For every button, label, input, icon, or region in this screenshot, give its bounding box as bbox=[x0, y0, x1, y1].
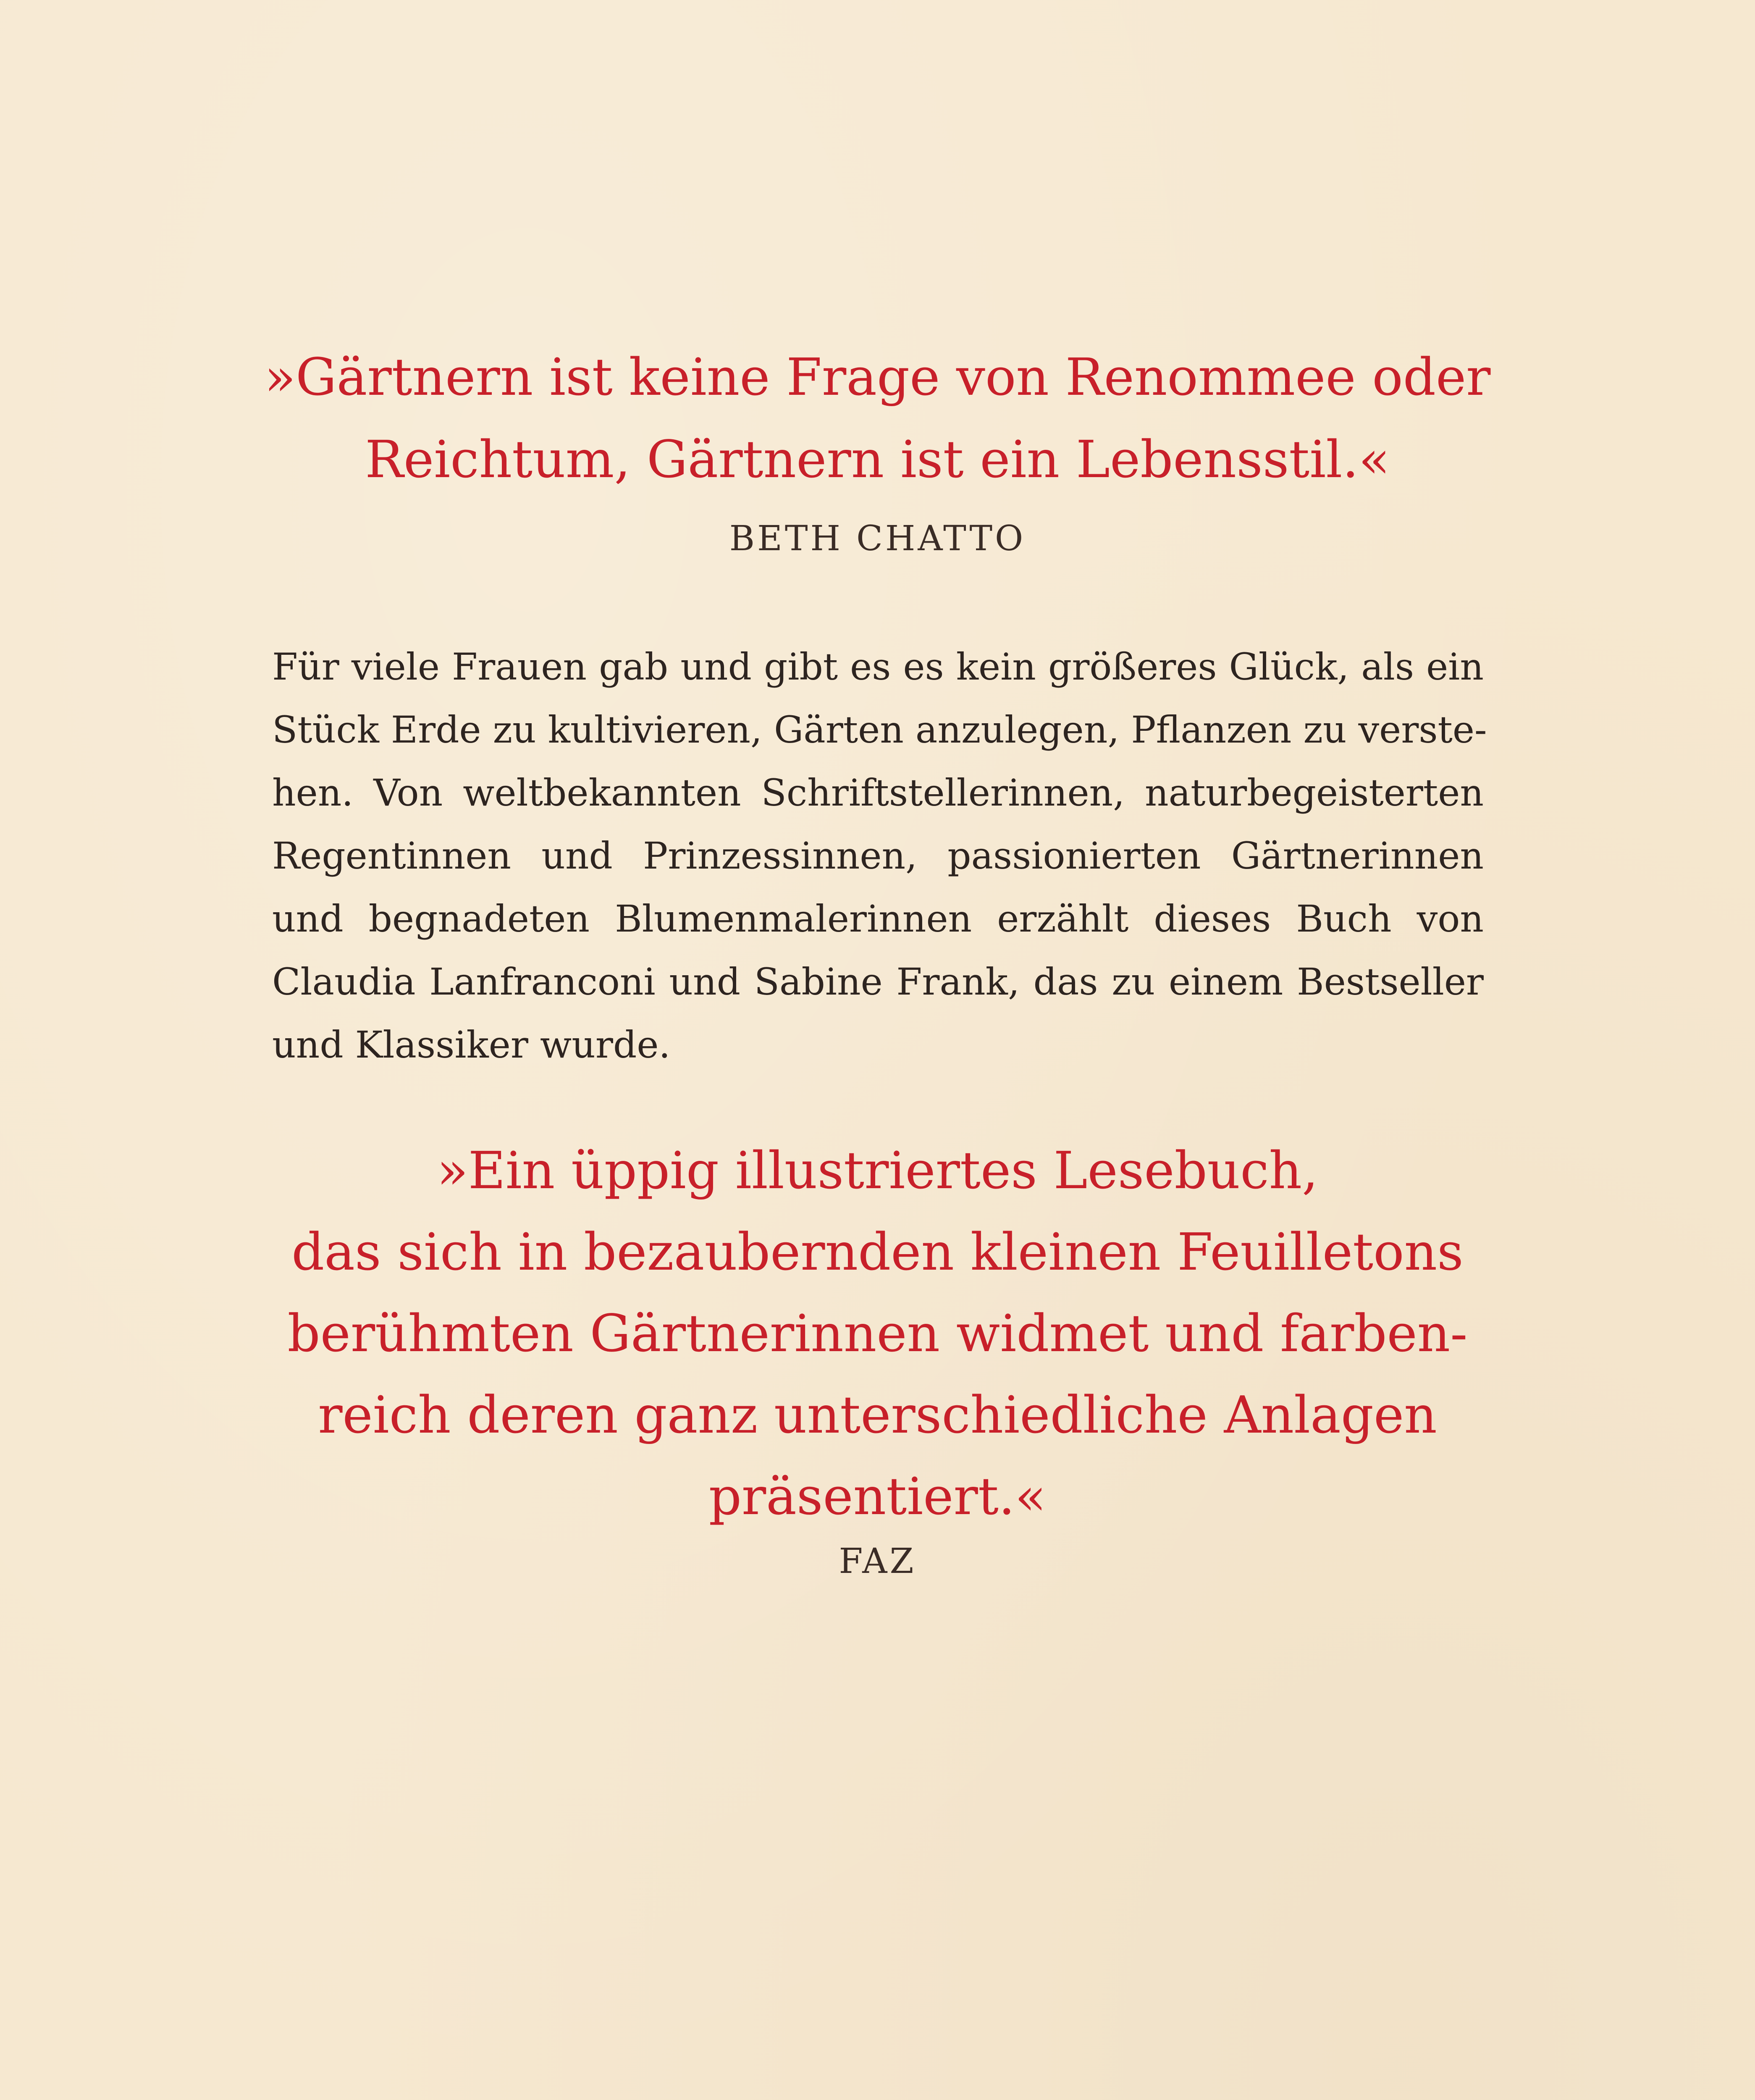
description-line: Regentinnen und Prinzessinnen, passionierten Gärtnerinnen bbox=[272, 834, 1484, 877]
top-quote-attribution: BETH CHATTO bbox=[729, 519, 1026, 559]
bottom-quote-line: »Ein üppig illustriertes Lesebuch, bbox=[437, 1141, 1318, 1200]
bottom-quote-attribution: FAZ bbox=[839, 1541, 916, 1581]
description-line: Claudia Lanfranconi und Sabine Frank, das zu einem Bestseller bbox=[272, 960, 1484, 1003]
description-line: Stück Erde zu kultivieren, Gärten anzulegen, Pflanzen zu verste- bbox=[272, 708, 1487, 751]
bottom-quote-line: reich deren ganz unterschiedliche Anlagen bbox=[318, 1385, 1437, 1445]
description-line: Für viele Frauen gab und gibt es es kein größeres Glück, als ein bbox=[272, 645, 1484, 688]
description-line: und begnadeten Blumenmalerinnen erzählt dieses Buch von bbox=[272, 897, 1484, 940]
bottom-quote-line: berühmten Gärtnerinnen widmet und farben- bbox=[287, 1304, 1468, 1363]
bottom-quote-line: das sich in bezaubernden kleinen Feuilletons bbox=[291, 1222, 1464, 1282]
top-quote-line: »Gärtnern ist keine Frage von Renommee oder bbox=[264, 347, 1491, 407]
top-quote-line: Reichtum, Gärtnern ist ein Lebensstil.« bbox=[365, 430, 1390, 489]
bottom-quote-line: präsentiert.« bbox=[708, 1467, 1047, 1526]
book-description bbox=[272, 635, 1487, 1076]
top-quote bbox=[0, 336, 1755, 501]
description-line: und Klassiker wurde. bbox=[272, 1023, 671, 1066]
description-line: hen. Von weltbekannten Schriftstellerinnen, naturbegeisterten bbox=[272, 771, 1484, 814]
bottom-quote bbox=[0, 1130, 1755, 1537]
